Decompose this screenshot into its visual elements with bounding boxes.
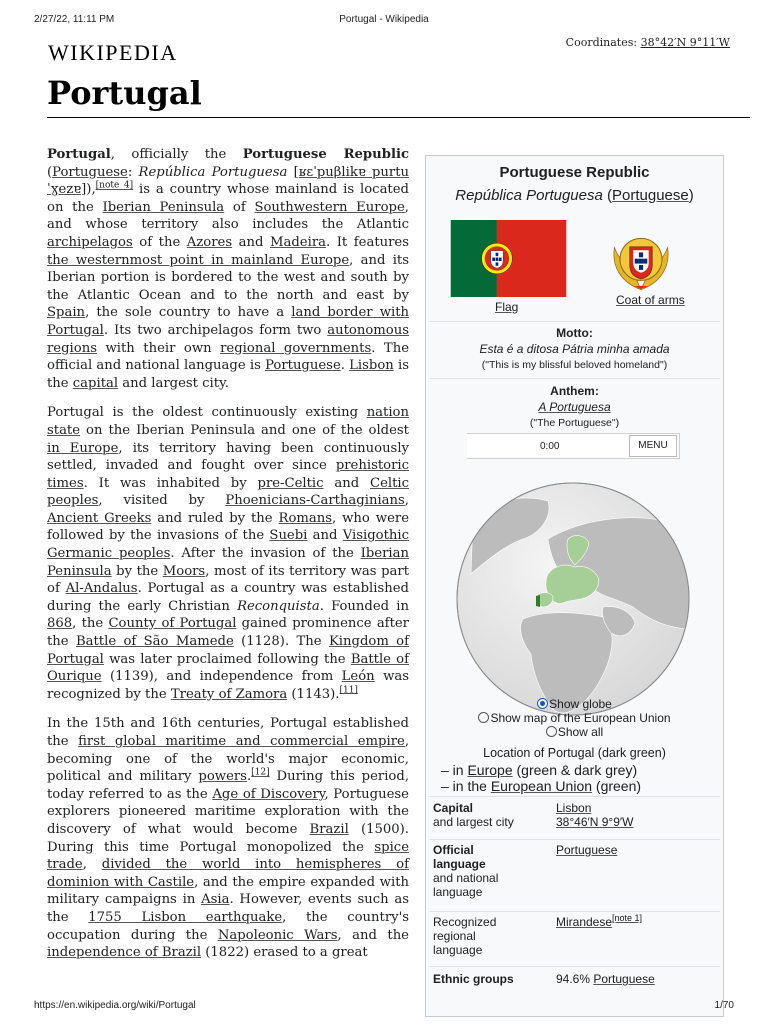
infobox-divider: [429, 378, 720, 379]
article-link[interactable]: County of Portugal: [108, 616, 237, 632]
official-language-label: Official language: [433, 843, 486, 871]
infobox-row-capital: [433, 801, 716, 839]
infobox-divider: [429, 796, 720, 797]
article-link[interactable]: Iberian Peninsula: [47, 546, 409, 579]
coordinates-label: Coordinates:: [565, 36, 638, 49]
legend-suffix: (green & dark grey): [512, 762, 638, 778]
article-text: , the: [72, 616, 109, 632]
capital-label: Capital: [433, 801, 474, 815]
article-paragraph-1: [47, 146, 409, 392]
article-text: , visited by: [98, 493, 226, 509]
article-text: and: [307, 528, 343, 544]
article-text: (1500). During this time Portugal monopolized the: [47, 821, 409, 855]
article-link[interactable]: Portuguese: [52, 164, 128, 180]
article-text: and ruled by the: [151, 510, 279, 526]
flag-image[interactable]: [447, 220, 570, 297]
article-link[interactable]: Treaty of Zamora: [170, 686, 288, 702]
article-text: . The official and national language is: [47, 340, 410, 374]
article-link[interactable]: autonomous regions: [47, 322, 409, 356]
print-footer: [34, 1000, 734, 1014]
article-text: was later proclaimed following the: [103, 651, 351, 667]
article-text: . It was inhabited by: [83, 475, 258, 491]
article-text: of the: [132, 234, 187, 250]
coat-of-arms-image[interactable]: [606, 223, 676, 293]
official-language-value-cell: [556, 843, 716, 857]
article-link[interactable]: Moors: [162, 563, 206, 579]
article-link[interactable]: Brazil: [309, 821, 349, 837]
article-link[interactable]: land border with Portugal: [47, 305, 409, 338]
article-text: .: [340, 358, 350, 374]
article-link[interactable]: in Europe: [47, 440, 119, 456]
ethnic-groups-label: Ethnic groups: [433, 972, 514, 986]
article-text: and: [323, 475, 370, 491]
article-link[interactable]: powers: [198, 769, 247, 785]
radio-selected-icon[interactable]: [537, 698, 548, 709]
article-text: .: [246, 769, 252, 785]
infobox-row-ethnic-groups: [433, 972, 716, 992]
map-option-label: Show map of the European Union: [490, 711, 671, 725]
article-text: . Portugal as a country was established during the early Christian: [47, 581, 409, 614]
european-union-link[interactable]: European Union: [490, 778, 593, 794]
article-text: , and its Iberian portion is bordered to the west and south by the Atlantic Ocean and to the north and east by: [47, 252, 409, 303]
ethnic-groups-link[interactable]: Portuguese: [593, 972, 655, 986]
print-header: [34, 14, 734, 28]
motto-translation: ("This is my blissful beloved homeland"): [481, 359, 668, 371]
footnote-ref[interactable]: [11]: [339, 685, 358, 696]
motto-section: [426, 326, 723, 371]
coordinates-link[interactable]: 38°42′N 9°11′W: [640, 36, 730, 49]
capital-coordinates-link[interactable]: 38°46′N 9°9′W: [556, 815, 634, 829]
article-link[interactable]: spice trade: [47, 839, 409, 873]
article-text: :: [127, 164, 139, 180]
audio-time: 0:00: [540, 441, 560, 452]
native-lang-open: (: [602, 187, 613, 204]
article-link[interactable]: ʁɛˈpuβlikɐ purtuˈɣezɐ: [47, 164, 410, 198]
radio-unselected-icon[interactable]: [478, 712, 489, 723]
native-name-text: República Portuguesa: [455, 187, 603, 204]
map-legend-europe: [441, 762, 641, 778]
anthem-link[interactable]: A Portuguesa: [538, 400, 611, 414]
footnote-ref[interactable]: [note 4]: [95, 180, 134, 191]
article-text: gained prominence after the: [47, 616, 409, 650]
article-text: Reconquista: [237, 598, 320, 614]
infobox-row-official-language: [433, 843, 716, 908]
map-option-all[interactable]: [426, 725, 723, 739]
article-text: ,: [82, 857, 102, 873]
article-text: Portugal: [47, 147, 111, 162]
print-doc-title: Portugal - Wikipedia: [339, 14, 429, 25]
article-link[interactable]: Azores: [186, 234, 233, 250]
article-link[interactable]: first global maritime and commercial empire: [78, 734, 405, 749]
infobox-divider: [429, 839, 720, 840]
article-link[interactable]: Romans: [278, 510, 333, 526]
infobox-title: Portuguese Republic: [499, 164, 650, 181]
capital-value-cell: [556, 801, 716, 829]
article-text: , officially the: [110, 147, 243, 162]
article-link[interactable]: 868: [47, 616, 73, 632]
article-link[interactable]: Asia: [201, 892, 230, 908]
anthem-section: [426, 384, 723, 429]
regional-language-label: Recognized regional language: [433, 915, 497, 957]
title-divider: [47, 117, 750, 118]
infobox-row-regional-language: [433, 915, 716, 965]
article-text: of: [224, 199, 255, 215]
capital-sublabel: and largest city: [433, 815, 514, 829]
map-toggle-group: [426, 697, 723, 739]
coordinates: [566, 36, 730, 49]
article-link[interactable]: Battle of São Mamede: [75, 634, 234, 650]
article-text: was recognized by the: [47, 669, 409, 702]
regional-language-note[interactable]: [note 1]: [612, 913, 643, 923]
article-link[interactable]: León: [341, 669, 375, 685]
article-text: (1139), and independence from: [101, 669, 342, 685]
article-text: on the Iberian Peninsula and one of the oldest: [80, 422, 409, 438]
article-text: During this period, today referred to as the: [47, 769, 410, 802]
article-link[interactable]: Southwestern Europe: [254, 199, 405, 215]
legend-prefix: – in: [441, 762, 468, 778]
page-title: Portugal: [47, 74, 202, 112]
radio-unselected-icon[interactable]: [546, 726, 557, 737]
article-link[interactable]: independence of Brazil: [47, 945, 202, 961]
article-link[interactable]: Portuguese: [265, 358, 341, 374]
article-text: . Its two archipelagos form two: [103, 322, 328, 338]
article-link[interactable]: Age of Discovery: [212, 786, 325, 802]
europe-link[interactable]: Europe: [467, 762, 513, 778]
map-legend-eu: [441, 778, 641, 794]
article-text: . Founded in: [319, 598, 409, 614]
legend-prefix: – in the: [441, 778, 491, 794]
article-text: is the: [47, 358, 409, 391]
article-text: , and the: [337, 927, 409, 943]
article-text: . After the invasion of the: [170, 546, 361, 562]
article-text: , Portuguese explorers pioneered maritime exploration with the discovery of what would become: [47, 786, 409, 837]
official-language-link[interactable]: Portuguese: [556, 843, 618, 857]
article-text: (1128). The: [233, 634, 329, 650]
article-link[interactable]: Lisbon: [349, 358, 394, 374]
article-text: . However, events such as the: [47, 892, 409, 925]
article-link[interactable]: Ancient Greeks: [47, 510, 152, 526]
ethnic-groups-value-cell: [556, 972, 716, 986]
article-text: , its territory having been continuously settled, invaded and fought over since: [47, 440, 409, 474]
anthem-translation: ("The Portuguese"): [529, 417, 620, 429]
ethnic-groups-percent: 94.6%: [556, 972, 594, 986]
article-link[interactable]: prehistoric times: [47, 458, 409, 491]
coat-of-arms-caption[interactable]: Coat of arms: [616, 293, 685, 307]
infobox-divider: [429, 966, 720, 967]
article-link[interactable]: 1755 Lisbon earthquake: [88, 909, 283, 925]
article-text: Portugal is the oldest continuously existing: [47, 405, 367, 421]
article-paragraph-3: [47, 715, 409, 961]
article-text: is a country whose mainland is located on the: [47, 182, 409, 215]
article-text: , and the empire expanded with military campaigns in: [47, 874, 409, 908]
print-url: https://en.wikipedia.org/wiki/Portugal: [34, 1000, 196, 1011]
infobox-divider: [429, 911, 720, 912]
article-text: . It features: [325, 234, 409, 250]
map-caption: Location of Portugal (dark green): [483, 746, 666, 760]
article-link[interactable]: Suebi: [269, 528, 308, 544]
article-text: and: [232, 234, 270, 250]
article-text: [: [287, 164, 299, 180]
infobox-native-name: [426, 187, 723, 204]
official-language-sublabel: and national language: [433, 871, 499, 899]
article-link[interactable]: pre-Celtic: [257, 475, 324, 491]
article-link[interactable]: Al-Andalus: [65, 581, 138, 597]
article-text: (1822) erased to a great: [201, 945, 368, 961]
article-paragraph-2: [47, 404, 409, 703]
article-link[interactable]: Phoenicians-Carthaginians: [225, 493, 405, 509]
article-text: , most of its territory was part of: [47, 563, 409, 597]
article-text: (1143).: [287, 686, 340, 702]
article-link[interactable]: Visigothic Germanic peoples: [47, 528, 410, 562]
article-text: ]),: [81, 182, 96, 198]
official-language-label-cell: [433, 843, 551, 899]
article-text: (: [47, 164, 53, 180]
article-link[interactable]: regional governments: [220, 340, 372, 356]
footnote-ref[interactable]: [12]: [251, 767, 270, 778]
map-option-eu[interactable]: [426, 711, 723, 725]
article-text: República Portuguesa: [138, 164, 288, 180]
regional-language-value-cell: [556, 915, 716, 929]
regional-language-link[interactable]: Mirandese: [556, 915, 613, 929]
article-text: , becoming one of the world's major economic, political and military: [47, 734, 410, 785]
article-link[interactable]: capital: [72, 375, 119, 391]
article-text: In the 15th and 16th centuries, Portugal established the: [47, 716, 409, 749]
article-text: , the sole country to have a: [85, 305, 292, 321]
article-link[interactable]: Celtic peoples: [47, 475, 409, 509]
article-link[interactable]: Spain: [47, 305, 86, 321]
article-link[interactable]: Madeira: [269, 234, 326, 250]
motto-label: Motto:: [556, 326, 593, 340]
audio-menu-button[interactable]: MENU: [629, 435, 677, 457]
article-text: by the: [111, 563, 163, 579]
print-datetime: 2/27/22, 11:11 PM: [34, 14, 115, 25]
article-text: , and whose territory also includes the Atlantic: [47, 199, 409, 233]
article-link[interactable]: archipelagos: [47, 234, 133, 250]
location-globe-map[interactable]: [453, 479, 693, 719]
infobox-divider: [429, 321, 720, 322]
capital-link[interactable]: Lisbon: [556, 801, 592, 815]
motto-text: Esta é a ditosa Pátria minha amada: [479, 342, 670, 356]
map-option-globe[interactable]: [426, 697, 723, 711]
article-link[interactable]: Napoleonic Wars: [217, 927, 338, 943]
article-text: Portuguese Republic: [242, 147, 409, 162]
native-lang-link[interactable]: Portuguese: [612, 187, 689, 204]
article-link[interactable]: the westernmost point in mainland Europe: [47, 252, 350, 268]
wikipedia-wordmark[interactable]: WIKIPEDIA: [48, 40, 178, 65]
infobox: [425, 155, 724, 1017]
article-text: and largest city.: [118, 375, 229, 391]
flag-caption[interactable]: Flag: [495, 300, 519, 314]
article-text: , the country's occupation during the: [47, 909, 409, 943]
article-link[interactable]: divided the world into hemispheres of dominion with Castile: [47, 857, 409, 890]
article-body: [47, 146, 409, 974]
article-text: ,: [404, 493, 409, 509]
map-option-label: Show globe: [549, 697, 612, 711]
map-option-label: Show all: [557, 725, 604, 739]
article-text: with their own: [96, 340, 221, 356]
anthem-label: Anthem:: [550, 384, 599, 398]
native-lang-close: ): [688, 187, 694, 204]
print-page-counter: 1/70: [714, 1000, 734, 1011]
article-text: , who were followed by the invasions of the: [47, 510, 409, 544]
article-link[interactable]: Kingdom of Portugal: [47, 634, 409, 667]
capital-label-cell: [433, 801, 551, 829]
article-link[interactable]: Battle of Ourique: [47, 651, 409, 685]
article-link[interactable]: nation state: [47, 405, 409, 438]
article-link[interactable]: Iberian Peninsula: [102, 199, 225, 215]
map-legend: [441, 762, 641, 794]
legend-suffix: (green): [592, 778, 642, 794]
